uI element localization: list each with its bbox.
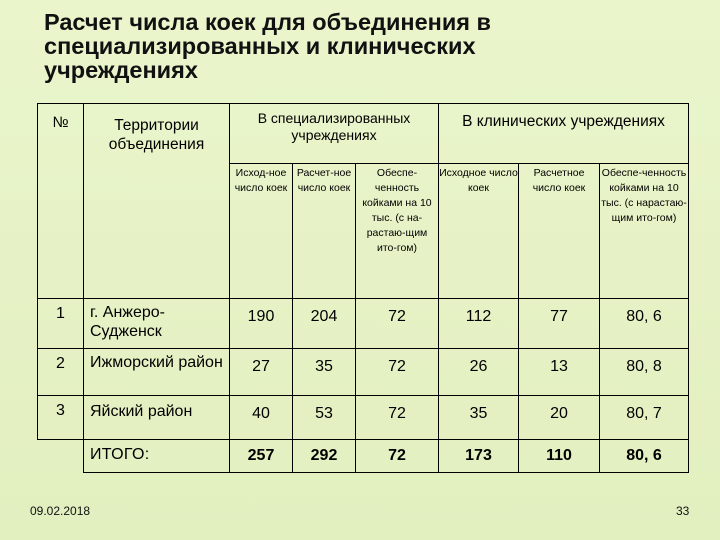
cell-spec-initial: 190 bbox=[230, 299, 293, 349]
cell-spec-provision: 72 bbox=[356, 396, 439, 440]
total-spec-provision: 72 bbox=[356, 440, 439, 473]
beds-table bbox=[37, 103, 689, 473]
subheader-clin-calc: Расчетное число коек bbox=[519, 164, 600, 299]
total-spec-initial: 257 bbox=[230, 440, 293, 473]
row-territory: Яйский район bbox=[84, 396, 230, 440]
row-number: 3 bbox=[38, 396, 84, 440]
cell-spec-calc: 204 bbox=[293, 299, 356, 349]
subheader-spec-calc: Расчет-ное число коек bbox=[293, 164, 356, 299]
table-row bbox=[38, 349, 689, 396]
cell-clin-initial: 112 bbox=[439, 299, 519, 349]
cell-spec-calc: 53 bbox=[293, 396, 356, 440]
cell-clin-provision: 80, 8 bbox=[600, 349, 689, 396]
cell-clin-calc: 20 bbox=[519, 396, 600, 440]
total-spec-calc: 292 bbox=[293, 440, 356, 473]
cell-clin-initial: 26 bbox=[439, 349, 519, 396]
header-specialized: В специализированных учреждениях bbox=[230, 104, 439, 164]
slide-page-number: 33 bbox=[676, 504, 690, 518]
subheader-clin-initial: Исходное число коек bbox=[439, 164, 519, 299]
total-clin-provision: 80, 6 bbox=[600, 440, 689, 473]
header-clinical: В клинических учреждениях bbox=[439, 104, 689, 164]
total-clin-calc: 110 bbox=[519, 440, 600, 473]
cell-spec-initial: 27 bbox=[230, 349, 293, 396]
row-territory: Ижморский район bbox=[84, 349, 230, 396]
cell-clin-calc: 77 bbox=[519, 299, 600, 349]
header-num: № bbox=[38, 104, 84, 299]
table-row bbox=[38, 299, 689, 349]
header-territory: Территории объединения bbox=[84, 104, 230, 299]
total-row bbox=[38, 440, 689, 473]
row-territory: г. Анжеро-Судженск bbox=[84, 299, 230, 349]
row-number: 2 bbox=[38, 349, 84, 396]
cell-spec-initial: 40 bbox=[230, 396, 293, 440]
total-empty-cell bbox=[38, 440, 84, 473]
subheader-clin-provision: Обеспе-ченность койками на 10 тыс. (с нарастаю-щим ито-гом) bbox=[600, 164, 689, 299]
total-clin-initial: 173 bbox=[439, 440, 519, 473]
title-line-1: Расчет числа коек для объединения в bbox=[44, 9, 491, 35]
title-line-3: учреждениях bbox=[44, 57, 198, 83]
cell-spec-calc: 35 bbox=[293, 349, 356, 396]
cell-clin-initial: 35 bbox=[439, 396, 519, 440]
slide-title bbox=[44, 10, 644, 82]
total-label: ИТОГО: bbox=[84, 440, 230, 473]
cell-clin-provision: 80, 6 bbox=[600, 299, 689, 349]
table-row bbox=[38, 396, 689, 440]
subheader-spec-provision: Обеспе-ченность койками на 10 тыс. (с на-растаю-щим ито-гом) bbox=[356, 164, 439, 299]
subheader-spec-initial: Исход-ное число коек bbox=[230, 164, 293, 299]
row-number: 1 bbox=[38, 299, 84, 349]
cell-clin-calc: 13 bbox=[519, 349, 600, 396]
header-row bbox=[38, 104, 689, 164]
slide-date: 09.02.2018 bbox=[30, 504, 91, 518]
cell-clin-provision: 80, 7 bbox=[600, 396, 689, 440]
title-line-2: специализированных и клинических bbox=[44, 33, 476, 59]
cell-spec-provision: 72 bbox=[356, 349, 439, 396]
cell-spec-provision: 72 bbox=[356, 299, 439, 349]
